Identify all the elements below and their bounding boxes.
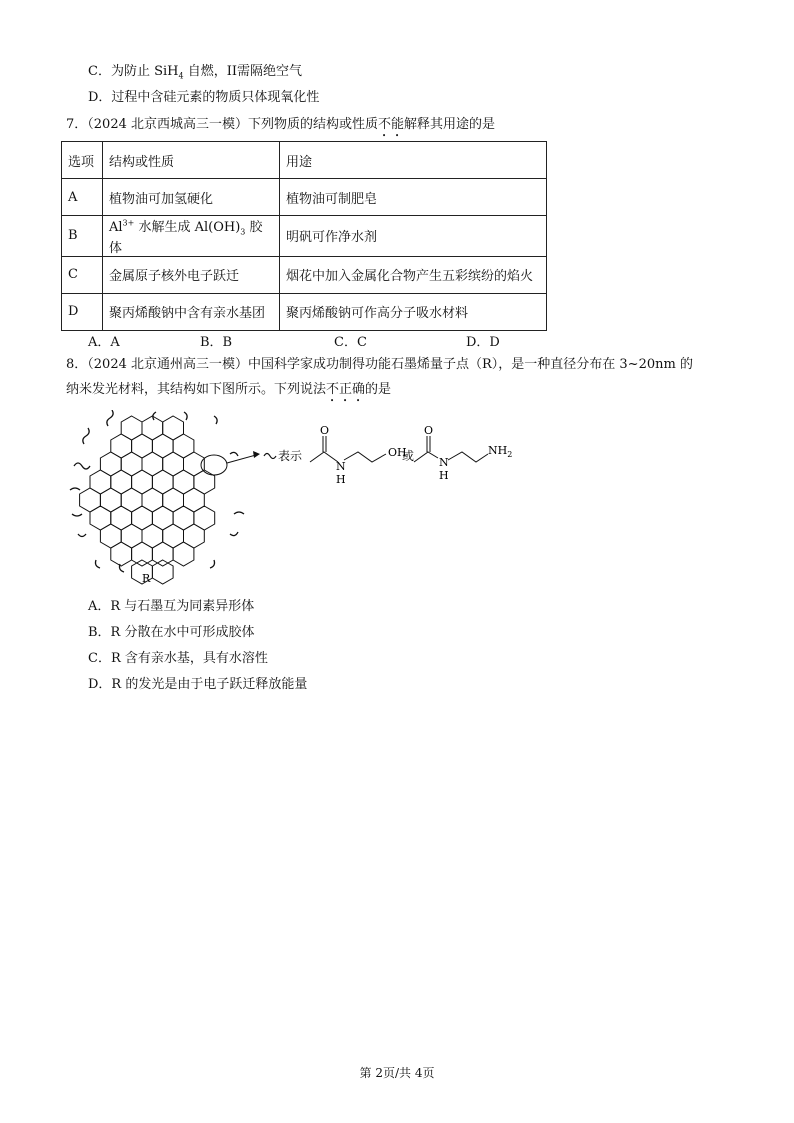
hexagon-ring xyxy=(152,560,173,584)
page-footer: 第 2页/共 4页 xyxy=(359,1066,435,1080)
q8-option-a: A．R 与石墨互为同素异形体 xyxy=(88,599,255,614)
hexagon-ring xyxy=(142,452,163,476)
hexagon-ring xyxy=(142,524,163,548)
hexagon-ring xyxy=(121,488,142,512)
hexagon-ring xyxy=(100,452,121,476)
hexagon-ring xyxy=(163,524,184,548)
or-label: 或 xyxy=(402,449,415,463)
hexagon-ring xyxy=(90,470,111,494)
q7-choice-a: A．A xyxy=(88,335,120,350)
table-row xyxy=(62,256,547,293)
highlight-circle xyxy=(201,455,227,475)
q8-option-b: B．R 分散在水中可形成胶体 xyxy=(88,625,255,640)
hexagon-ring xyxy=(121,416,142,440)
hexagon-ring xyxy=(142,488,163,512)
row-option: B xyxy=(62,216,103,257)
hexagon-ring xyxy=(194,506,215,530)
carbonyl-o: O xyxy=(320,424,330,437)
hexagon-ring xyxy=(184,488,205,512)
hexagon-ring xyxy=(163,416,184,440)
hexagon-ring xyxy=(173,542,194,566)
amide-n-2: N xyxy=(439,456,449,469)
hexagon-ring xyxy=(111,434,132,458)
hexagon-ring xyxy=(132,542,153,566)
row-property: 聚丙烯酸钠中含有亲水基团 xyxy=(103,293,280,330)
hexagon-ring xyxy=(111,542,132,566)
row-property: 植物油可加氢硬化 xyxy=(103,179,280,216)
hydroxyl-label: OH xyxy=(388,446,407,459)
hexagon-ring xyxy=(152,434,173,458)
row-option: D xyxy=(62,293,103,330)
row-property: $Al^{3+}$ 水解生成 $Al(OH)_3$ 胶体 xyxy=(103,216,280,257)
pointer-arrow xyxy=(227,455,256,463)
hexagon-ring xyxy=(121,524,142,548)
hexagon-ring xyxy=(90,506,111,530)
hexagon-ring xyxy=(111,470,132,494)
row-use: 明矾可作净水剂 xyxy=(280,216,547,257)
row-option: A xyxy=(62,179,103,216)
table-header-row xyxy=(62,142,547,179)
q7-stem: 7．（2024 北京西城高三一模）下列物质的结构或性质不能解释其用途的是 xyxy=(66,117,496,132)
header-option: 选项 xyxy=(62,142,103,179)
graphene-lattice xyxy=(80,416,215,584)
hexagon-ring xyxy=(173,434,194,458)
hexagon-ring xyxy=(163,488,184,512)
row-option: C xyxy=(62,256,103,293)
table-row xyxy=(62,179,547,216)
q8-stem-line2: 纳米发光材料，其结构如下图所示。下列说法不正确的是 xyxy=(66,382,392,397)
hexagon-ring xyxy=(173,506,194,530)
arrow-head xyxy=(253,451,260,458)
carbonyl-o-2: O xyxy=(424,424,434,437)
aminoethyl-amide-structure xyxy=(414,436,488,462)
q6-option-c: C．为防止 SiH$_4$ 自燃，II需隔绝空气 xyxy=(88,64,302,81)
hexagon-ring xyxy=(152,470,173,494)
header-use: 用途 xyxy=(280,142,547,179)
label-r: R xyxy=(142,572,151,585)
hexagon-ring xyxy=(163,452,184,476)
table-row xyxy=(62,293,547,330)
row-use: 聚丙烯酸钠可作高分子吸水材料 xyxy=(280,293,547,330)
q7-table xyxy=(61,141,547,331)
row-use: 植物油可制肥皂 xyxy=(280,179,547,216)
hexagon-ring xyxy=(100,524,121,548)
hexagon-ring xyxy=(121,452,142,476)
q8-stem-line1: 8．（2024 北京通州高三一模）中国科学家成功制得功能石墨烯量子点（R），是一种直径分布在 3~20nm 的 xyxy=(66,357,693,372)
amide-n: N xyxy=(336,460,346,473)
q7-choice-b: B．B xyxy=(200,335,233,350)
row-property: 金属原子核外电子跃迁 xyxy=(103,256,280,293)
amino-label: $NH_2$ xyxy=(488,444,513,459)
header-property: 结构或性质 xyxy=(103,142,280,179)
hexagon-ring xyxy=(142,416,163,440)
hexagon-ring xyxy=(100,488,121,512)
amide-h-2: H xyxy=(439,469,449,482)
hexagon-ring xyxy=(152,542,173,566)
q7-choice-c: C．C xyxy=(334,335,367,350)
hydroxyethyl-amide-structure xyxy=(310,436,386,462)
hexagon-ring xyxy=(111,506,132,530)
hexagon-ring xyxy=(194,470,215,494)
row-use: 烟花中加入金属化合物产生五彩缤纷的焰火 xyxy=(280,256,547,293)
q7-choice-d: D．D xyxy=(466,335,500,350)
amide-h: H xyxy=(336,473,346,486)
hexagon-ring xyxy=(132,506,153,530)
table-row xyxy=(62,216,547,257)
represent-label: 表示 xyxy=(278,449,303,463)
graphene-quantum-dot-figure xyxy=(60,410,530,590)
hexagon-ring xyxy=(173,470,194,494)
hexagon-ring xyxy=(184,524,205,548)
q6-option-d: D．过程中含硅元素的物质只体现氧化性 xyxy=(88,90,320,105)
hexagon-ring xyxy=(80,488,101,512)
hexagon-ring xyxy=(132,470,153,494)
squiggle-symbol xyxy=(264,454,276,459)
q8-option-d: D．R 的发光是由于电子跃迁释放能量 xyxy=(88,677,308,692)
q8-option-c: C．R 含有亲水基，具有水溶性 xyxy=(88,651,268,666)
hexagon-ring xyxy=(152,506,173,530)
hexagon-ring xyxy=(132,434,153,458)
